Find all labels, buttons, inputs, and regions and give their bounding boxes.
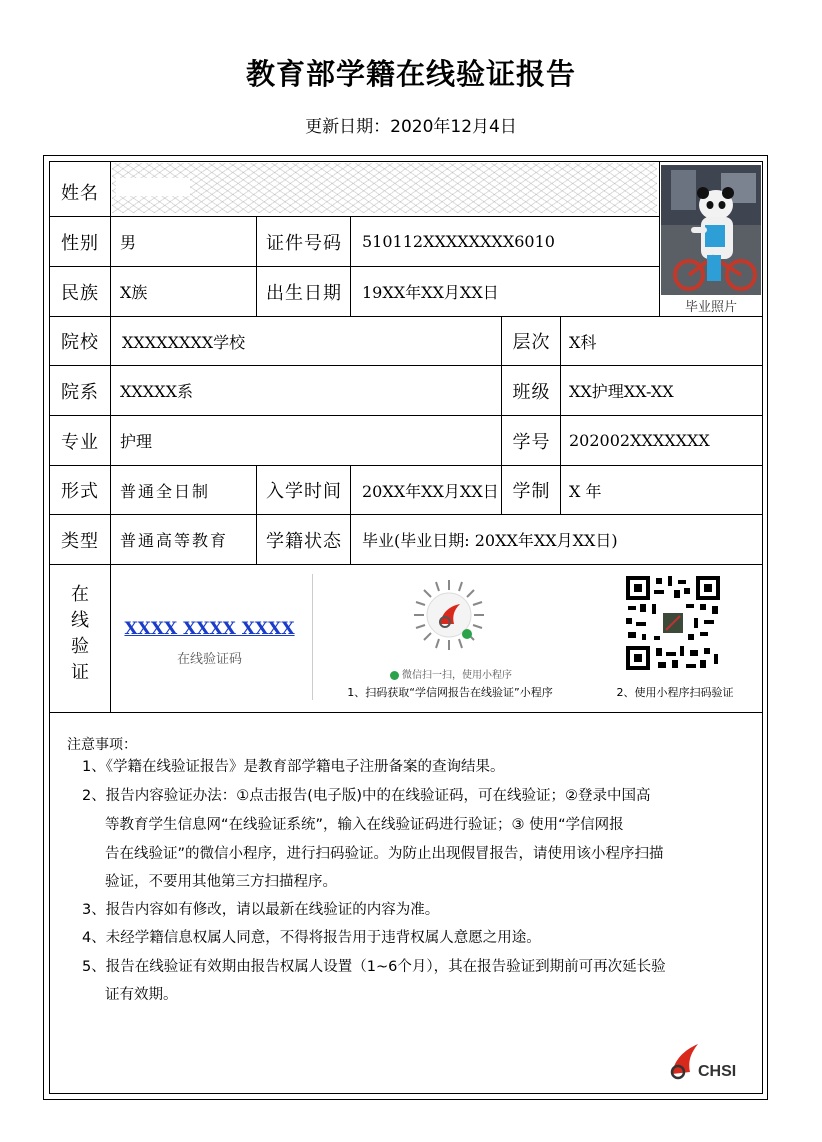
wechat-icon xyxy=(390,671,399,680)
report-title: 教育部学籍在线验证报告 xyxy=(245,57,576,91)
col-line xyxy=(659,162,660,316)
verify-char: 在 xyxy=(71,584,89,605)
chsi-logo-text: CHSI xyxy=(698,1063,737,1080)
verification-code-link[interactable]: XXXX XXXX XXXX xyxy=(124,619,295,639)
form-value: 普通全日制 xyxy=(120,481,211,501)
photo-label: 毕业照片 xyxy=(684,300,737,315)
id-value: 510112XXXXXXXX6010 xyxy=(362,232,555,251)
verify-char: 线 xyxy=(71,610,89,631)
col-line xyxy=(560,465,561,514)
verify-char: 证 xyxy=(71,662,89,683)
qr-code-icon[interactable] xyxy=(624,574,722,672)
mini-program-tip xyxy=(390,666,512,681)
note-item: 等教育学生信息网“在线验证系统”，输入在线验证码进行验证；③ 使用“学信网报 xyxy=(105,817,624,833)
student-no-label: 学号 xyxy=(512,431,551,453)
status-value: 毕业(毕业日期: 20XX年XX月XX日) xyxy=(362,531,618,550)
row-line xyxy=(50,712,762,713)
caption-scan-mini-program: 1、扫码获取“学信网报告在线验证”小程序 xyxy=(347,686,553,699)
note-item: 3、报告内容如有修改，请以最新在线验证的内容为准。 xyxy=(82,902,440,918)
note-item: 5、报告在线验证有效期由报告权属人设置（1~6个月），其在报告验证到期前可再次延长验 xyxy=(82,959,666,975)
row-line xyxy=(50,216,660,217)
birth-value: 19XX年XX月XX日 xyxy=(362,283,499,302)
ethnic-value: X族 xyxy=(120,283,148,302)
mini-program-code-icon[interactable] xyxy=(412,578,486,652)
school-label: 院校 xyxy=(61,332,99,353)
note-item: 1、《学籍在线验证报告》是教育部学籍电子注册备案的查询结果。 xyxy=(82,759,505,775)
major-value: 护理 xyxy=(120,432,153,451)
student-no-value: 202002XXXXXXX xyxy=(569,431,710,450)
name-label: 姓名 xyxy=(61,182,99,204)
name-value-pattern xyxy=(112,163,657,213)
level-value: X科 xyxy=(569,332,597,352)
note-item: 告在线验证”的微信小程序，进行扫码验证。为防止出现假冒报告，请使用该小程序扫描 xyxy=(105,846,664,862)
class-value: XX护理XX-XX xyxy=(569,382,674,401)
verify-divider xyxy=(312,574,313,700)
gender-label: 性别 xyxy=(61,232,99,254)
status-label: 学籍状态 xyxy=(266,530,342,552)
col-line xyxy=(350,216,351,316)
notes-title: 注意事项： xyxy=(67,737,137,753)
online-verify-label xyxy=(52,582,108,686)
note-item: 证有效期。 xyxy=(105,987,178,1003)
gender-value: 男 xyxy=(120,233,137,252)
col-line xyxy=(501,465,502,514)
class-label: 班级 xyxy=(512,381,551,403)
verification-code-label: 在线验证码 xyxy=(176,652,242,667)
name-value-redacted xyxy=(116,178,190,196)
chsi-logo-graphic xyxy=(668,1040,748,1082)
type-label: 类型 xyxy=(61,530,99,552)
form-label: 形式 xyxy=(61,481,99,502)
id-label: 证件号码 xyxy=(266,232,342,254)
entry-value: 20XX年XX月XX日 xyxy=(362,481,499,501)
ethnic-label: 民族 xyxy=(61,282,99,304)
note-item: 4、未经学籍信息权属人同意，不得将报告用于违背权属人意愿之用途。 xyxy=(82,930,541,946)
graduation-photo xyxy=(661,165,761,315)
qr-code-graphic xyxy=(624,574,722,672)
note-item: 验证，不要用其他第三方扫描程序。 xyxy=(105,874,337,890)
entry-label: 入学时间 xyxy=(266,481,342,502)
photo-image xyxy=(661,165,761,295)
verify-char: 验 xyxy=(71,636,89,657)
col-line xyxy=(501,316,502,465)
col-line xyxy=(350,465,351,564)
col-line xyxy=(110,162,111,712)
dept-label: 院系 xyxy=(61,381,99,403)
birth-label: 出生日期 xyxy=(266,282,342,304)
major-label: 专业 xyxy=(61,431,99,453)
level-label: 层次 xyxy=(512,332,551,353)
school-value: XXXXXXXX学校 xyxy=(122,332,246,352)
caption-scan-verify: 2、使用小程序扫码验证 xyxy=(616,686,734,699)
chsi-logo xyxy=(668,1040,748,1082)
col-line xyxy=(256,216,257,316)
update-date: 更新日期：2020年12月4日 xyxy=(305,117,517,137)
type-value: 普通高等教育 xyxy=(120,531,229,550)
duration-label: 学制 xyxy=(512,481,551,502)
dept-value: XXXXX系 xyxy=(120,382,193,401)
mini-program-tip-text: 微信扫一扫，使用小程序 xyxy=(402,670,512,681)
duration-value: X 年 xyxy=(569,481,602,501)
row-line xyxy=(50,564,762,565)
col-line xyxy=(560,316,561,465)
note-item: 2、报告内容验证办法：①点击报告(电子版)中的在线验证码，可在线验证；②登录中国高 xyxy=(82,788,651,804)
col-line xyxy=(256,465,257,564)
